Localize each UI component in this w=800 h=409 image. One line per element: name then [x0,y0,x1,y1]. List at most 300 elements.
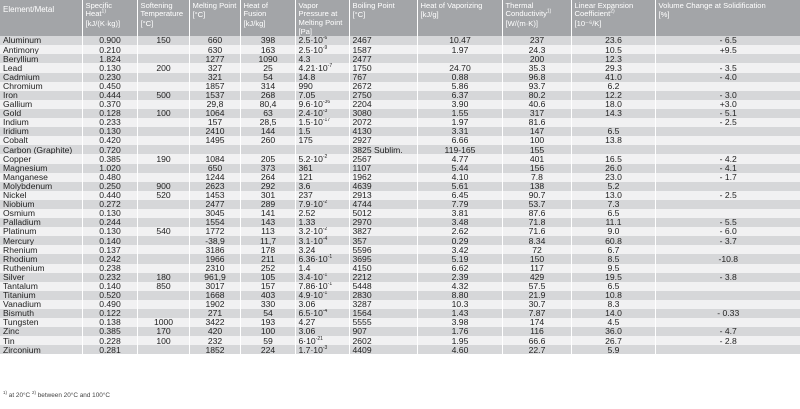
boiling-point: 5596 [352,245,372,255]
table-row [0,273,800,282]
heat-of-vaporizing: 1.97 [451,45,469,55]
volume-change: - 6.0 [719,227,737,237]
boiling-point: 2830 [352,290,372,300]
vapor-pressure-cell [295,54,349,63]
linear-expansion-cell [571,200,655,209]
volume-change-cell [655,218,800,227]
softening-temperature: 100 [156,108,171,119]
heat-of-vaporizing: 0.88 [451,72,469,82]
specific-heat-cell [82,200,137,209]
melting-point-cell [189,36,240,45]
thermal-conductivity: 116 [530,327,544,337]
melting-point-cell [189,209,240,218]
softening-temperature-cell [137,291,189,300]
header-row [0,0,800,36]
boiling-point-cell [349,82,417,91]
specific-heat-cell [82,109,137,118]
vapor-pressure-cell [295,36,349,45]
boiling-point-cell [349,182,417,191]
volume-change: - 3.0 [719,90,737,100]
melting-point: 232 [207,336,223,346]
vapor-pressure-cell [295,63,349,72]
heat-of-vaporizing: 3.48 [451,218,469,228]
melting-point: 630 [207,45,223,55]
vapor-pressure: 121 [298,172,313,182]
specific-heat-cell [82,164,137,173]
thermal-conductivity-cell [502,291,571,300]
specific-heat: 0.900 [99,36,121,46]
volume-change-cell [655,45,800,54]
linear-expansion: 5.9 [607,345,620,355]
linear-expansion-cell [571,273,655,282]
melting-point: 1277 [205,54,225,64]
specific-heat: 0.130 [99,208,121,219]
heat-of-vaporizing-cell [417,109,502,118]
heat-of-vaporizing: 10.47 [449,36,471,46]
heat-of-vaporizing: 0.29 [451,236,469,246]
boiling-point-cell [349,264,417,273]
heat-of-vaporizing: 1.95 [451,336,469,346]
column-header-unit: [kJ/(K·kg)] [85,18,121,28]
element-name-cell [0,100,82,109]
element-name: Osmium [3,208,35,219]
column-header-unit: [Pa] [298,26,313,36]
volume-change-cell [655,300,800,309]
heat-of-vaporizing-cell [417,291,502,300]
element-name-cell [0,118,82,127]
column-header-label: Specific Heat [85,1,113,19]
element-name: Indium [3,118,29,128]
melting-point: 321 [207,72,223,82]
specific-heat: 1.824 [99,54,121,64]
table-row [0,300,800,309]
melting-point-cell [189,300,240,309]
specific-heat: 0.720 [99,145,121,155]
linear-expansion: 41.0 [605,72,622,82]
vapor-pressure-cell [295,91,349,100]
element-name-cell [0,154,82,163]
thermal-conductivity-cell [502,236,571,245]
heat-of-vaporizing: 2.62 [451,227,469,237]
volume-change-cell [655,145,800,154]
specific-heat: 0.228 [99,336,121,346]
thermal-conductivity: 138 [529,181,545,191]
thermal-conductivity: 90.7 [528,190,546,200]
linear-expansion: 9.5 [607,263,620,273]
heat-of-fusion: 398 [260,36,276,46]
column-header-8 [502,0,571,36]
boiling-point: 4130 [352,127,372,137]
table-header [0,0,800,36]
vapor-pressure: 2.4·10 [298,108,323,119]
table-row [0,345,800,354]
table-row [0,245,800,254]
thermal-conductivity-cell [502,73,571,82]
element-name-cell [0,145,82,154]
vapor-pressure-cell [295,227,349,236]
boiling-point: 2970 [352,218,372,228]
linear-expansion: 6.7 [607,245,620,255]
volume-change: - 2.5 [719,190,737,200]
heat-of-fusion: 205 [260,154,276,164]
heat-of-fusion: 100 [260,327,276,337]
vapor-pressure-cell [295,318,349,327]
melting-point-cell [189,127,240,136]
thermal-conductivity-cell [502,336,571,345]
linear-expansion: 13.0 [605,190,622,200]
softening-temperature-cell [137,236,189,245]
softening-temperature-cell [137,191,189,200]
heat-of-vaporizing-cell [417,273,502,282]
boiling-point: 357 [352,236,367,246]
vapor-pressure: 3.6 [298,181,311,191]
heat-of-fusion: 193 [260,318,276,328]
specific-heat-cell [82,227,137,236]
melting-point: 1668 [205,290,225,300]
specific-heat-cell [82,182,137,191]
thermal-conductivity-cell [502,254,571,263]
thermal-conductivity: 237 [529,36,545,46]
specific-heat-cell [82,218,137,227]
melting-point: 1064 [205,108,225,119]
boiling-point-cell [349,318,417,327]
softening-temperature-cell [137,63,189,72]
heat-of-vaporizing: 5.86 [451,81,469,91]
melting-point-cell [189,345,240,354]
heat-of-fusion-cell [240,227,295,236]
melting-point-cell [189,54,240,63]
volume-change-cell [655,273,800,282]
boiling-point: 2467 [352,36,372,46]
heat-of-fusion-cell [240,82,295,91]
boiling-point: 1962 [352,172,372,182]
boiling-point: 4744 [352,199,372,209]
specific-heat-cell [82,145,137,154]
heat-of-fusion: 143 [260,218,276,228]
heat-of-fusion-cell [240,309,295,318]
column-header-9 [571,0,655,36]
element-name-cell [0,45,82,54]
vapor-pressure-exponent: -1 [322,272,328,279]
softening-temperature: 900 [156,181,171,191]
specific-heat-cell [82,345,137,354]
vapor-pressure-cell [295,100,349,109]
heat-of-fusion-cell [240,164,295,173]
linear-expansion: 14.3 [605,108,622,119]
vapor-pressure: 7.86·10 [298,281,328,291]
melting-point: 3186 [205,245,225,255]
thermal-conductivity-cell [502,173,571,182]
table-row [0,63,800,72]
volume-change-cell [655,127,800,136]
volume-change-cell [655,136,800,145]
linear-expansion: 13.8 [605,136,622,146]
thermal-conductivity-cell [502,282,571,291]
softening-temperature-cell [137,300,189,309]
heat-of-vaporizing-cell [417,254,502,263]
vapor-pressure-cell [295,254,349,263]
element-name-cell [0,63,82,72]
melting-point-cell [189,100,240,109]
vapor-pressure: 4.9·10 [298,290,323,300]
softening-temperature-cell [137,327,189,336]
specific-heat-cell [82,309,137,318]
column-header-2 [137,0,189,36]
thermal-conductivity-cell [502,245,571,254]
melting-point-cell [189,154,240,163]
softening-temperature-cell [137,336,189,345]
vapor-pressure: 237 [298,190,313,200]
heat-of-fusion-cell [240,336,295,345]
melting-point-cell [189,91,240,100]
thermal-conductivity-cell [502,36,571,45]
heat-of-vaporizing-cell [417,82,502,91]
heat-of-vaporizing-cell [417,282,502,291]
boiling-point: 3695 [352,254,372,264]
column-header-6 [349,0,417,36]
volume-change-cell [655,254,800,263]
column-header-0 [0,0,82,36]
heat-of-fusion: 1090 [258,54,278,64]
boiling-point: 2072 [352,118,372,128]
heat-of-vaporizing-cell [417,218,502,227]
element-name-cell [0,127,82,136]
softening-temperature-cell [137,145,189,154]
specific-heat: 0.232 [99,272,121,282]
specific-heat: 0.281 [99,345,121,355]
specific-heat: 0.233 [99,118,121,128]
specific-heat-cell [82,82,137,91]
heat-of-vaporizing-cell [417,118,502,127]
thermal-conductivity: 155 [529,145,545,155]
vapor-pressure: 6.36·10 [298,254,328,264]
thermal-conductivity: 429 [529,272,545,282]
melting-point-cell [189,182,240,191]
melting-point-cell [189,318,240,327]
softening-temperature-cell [137,209,189,218]
boiling-point: 4639 [352,181,372,191]
specific-heat-cell [82,36,137,45]
heat-of-vaporizing: 6.62 [451,263,469,273]
volume-change: - 3.7 [719,236,737,246]
specific-heat: 0.137 [99,245,121,255]
linear-expansion-cell [571,318,655,327]
thermal-conductivity-cell [502,63,571,72]
table-row [0,209,800,218]
softening-temperature-cell [137,82,189,91]
vapor-pressure-cell [295,127,349,136]
melting-point: -38,9 [205,236,225,246]
linear-expansion: 4.5 [607,318,620,328]
specific-heat: 0.385 [99,327,121,337]
heat-of-fusion-cell [240,327,295,336]
vapor-pressure-cell [295,82,349,91]
linear-expansion: 23.0 [605,172,622,182]
specific-heat: 0.140 [99,281,121,291]
element-name: Silver [3,272,25,282]
volume-change: - 0.33 [717,309,740,319]
heat-of-vaporizing-cell [417,318,502,327]
specific-heat: 0.440 [99,190,121,200]
vapor-pressure: 1.4 [298,263,311,273]
softening-temperature: 850 [156,281,171,291]
boiling-point: 1107 [352,163,371,173]
softening-temperature-cell [137,173,189,182]
heat-of-fusion: 105 [260,272,276,282]
thermal-conductivity-cell [502,118,571,127]
vapor-pressure-cell [295,200,349,209]
vapor-pressure-cell [295,273,349,282]
softening-temperature: 190 [156,154,171,164]
volume-change-cell [655,291,800,300]
thermal-conductivity: 24.3 [528,45,546,55]
vapor-pressure-cell [295,73,349,82]
melting-point-cell [189,200,240,209]
thermal-conductivity-cell [502,327,571,336]
column-header-unit: [kJ/kg] [243,18,266,28]
melting-point: 961,9 [204,272,226,282]
footnote [3,390,110,399]
element-name: Platinum [3,227,37,237]
volume-change-cell [655,82,800,91]
linear-expansion: 7.3 [607,199,620,209]
vapor-pressure: 4.27 [298,318,316,328]
specific-heat: 0.490 [99,299,121,309]
heat-of-fusion-cell [240,36,295,45]
boiling-point: 2212 [352,272,372,282]
linear-expansion: 23.6 [605,36,622,46]
softening-temperature-cell [137,254,189,263]
table-row [0,291,800,300]
linear-expansion: 6.5 [607,127,620,137]
heat-of-vaporizing: 5.61 [451,181,469,191]
element-name: Cadmium [3,72,40,82]
vapor-pressure: 1.33 [298,218,316,228]
specific-heat: 0.244 [99,218,121,228]
heat-of-vaporizing: 4.32 [451,281,469,291]
thermal-conductivity-cell [502,227,571,236]
heat-of-fusion-cell [240,218,295,227]
vapor-pressure-exponent: -4 [322,236,328,242]
heat-of-vaporizing: 3.42 [451,245,469,255]
heat-of-fusion-cell [240,136,295,145]
thermal-conductivity-cell [502,300,571,309]
specific-heat: 0.130 [99,63,121,73]
melting-point: 1772 [205,227,225,237]
table-row [0,318,800,327]
element-name: Vanadium [3,299,42,309]
linear-expansion: 10.5 [605,45,622,55]
heat-of-vaporizing: 24.70 [449,63,471,73]
element-name-cell [0,273,82,282]
element-name-cell [0,318,82,327]
thermal-conductivity-cell [502,164,571,173]
softening-temperature: 1000 [153,318,174,328]
linear-expansion-cell [571,236,655,245]
volume-change: - 4.7 [719,327,737,337]
heat-of-fusion-cell [240,264,295,273]
linear-expansion-cell [571,91,655,100]
boiling-point-cell [349,100,417,109]
heat-of-vaporizing: 6.45 [451,190,469,200]
element-name-cell [0,227,82,236]
boiling-point-cell [349,227,417,236]
thermal-conductivity: 35.3 [528,63,546,73]
linear-expansion-cell [571,327,655,336]
melting-point-cell [189,273,240,282]
volume-change: -10.8 [718,254,739,264]
softening-temperature: 520 [156,190,171,200]
vapor-pressure-cell [295,182,349,191]
vapor-pressure: 4.21·10 [298,63,328,73]
softening-temperature-cell [137,164,189,173]
vapor-pressure-exponent: -21 [315,336,323,342]
thermal-conductivity: 53.7 [528,199,546,209]
element-name: Titanium [3,290,36,300]
heat-of-fusion-cell [240,245,295,254]
melting-point: 1554 [205,218,225,228]
boiling-point: 3825 Sublim. [352,145,403,155]
specific-heat-cell [82,54,137,63]
melting-point: 157 [207,118,223,128]
element-name-cell [0,209,82,218]
thermal-conductivity: 174 [529,318,545,328]
element-name: Aluminum [3,36,42,46]
heat-of-fusion: 54 [263,72,273,82]
heat-of-fusion-cell [240,118,295,127]
softening-temperature-cell [137,54,189,63]
element-name-cell [0,345,82,354]
thermal-conductivity: 93.7 [528,81,546,91]
table-row [0,54,800,63]
specific-heat-cell [82,282,137,291]
element-name-cell [0,73,82,82]
boiling-point-cell [349,309,417,318]
column-header-unit: [°C] [352,10,366,20]
heat-of-fusion: 330 [260,299,276,309]
melting-point-cell [189,118,240,127]
boiling-point: 3287 [352,299,372,309]
boiling-point-cell [349,282,417,291]
heat-of-vaporizing-cell [417,54,502,63]
softening-temperature: 150 [156,36,171,46]
specific-heat: 0.238 [99,263,121,273]
table-row [0,136,800,145]
thermal-conductivity: 100 [529,136,545,146]
heat-of-fusion-cell [240,109,295,118]
thermal-conductivity-cell [502,82,571,91]
vapor-pressure: 3.4·10 [298,272,323,282]
softening-temperature-cell [137,282,189,291]
volume-change-cell [655,227,800,236]
element-name-cell [0,218,82,227]
vapor-pressure-cell [295,327,349,336]
heat-of-vaporizing: 5.44 [451,163,469,173]
melting-point: 3017 [205,281,225,291]
linear-expansion: 8.5 [607,254,620,264]
melting-point: 2623 [205,181,225,191]
volume-change: - 3.8 [719,272,737,282]
melting-point-cell [189,109,240,118]
linear-expansion-cell [571,73,655,82]
specific-heat: 0.128 [99,108,121,119]
heat-of-fusion-cell [240,345,295,354]
element-name-cell [0,236,82,245]
specific-heat-cell [82,291,137,300]
thermal-conductivity-cell [502,264,571,273]
volume-change-cell [655,73,800,82]
volume-change-cell [655,91,800,100]
